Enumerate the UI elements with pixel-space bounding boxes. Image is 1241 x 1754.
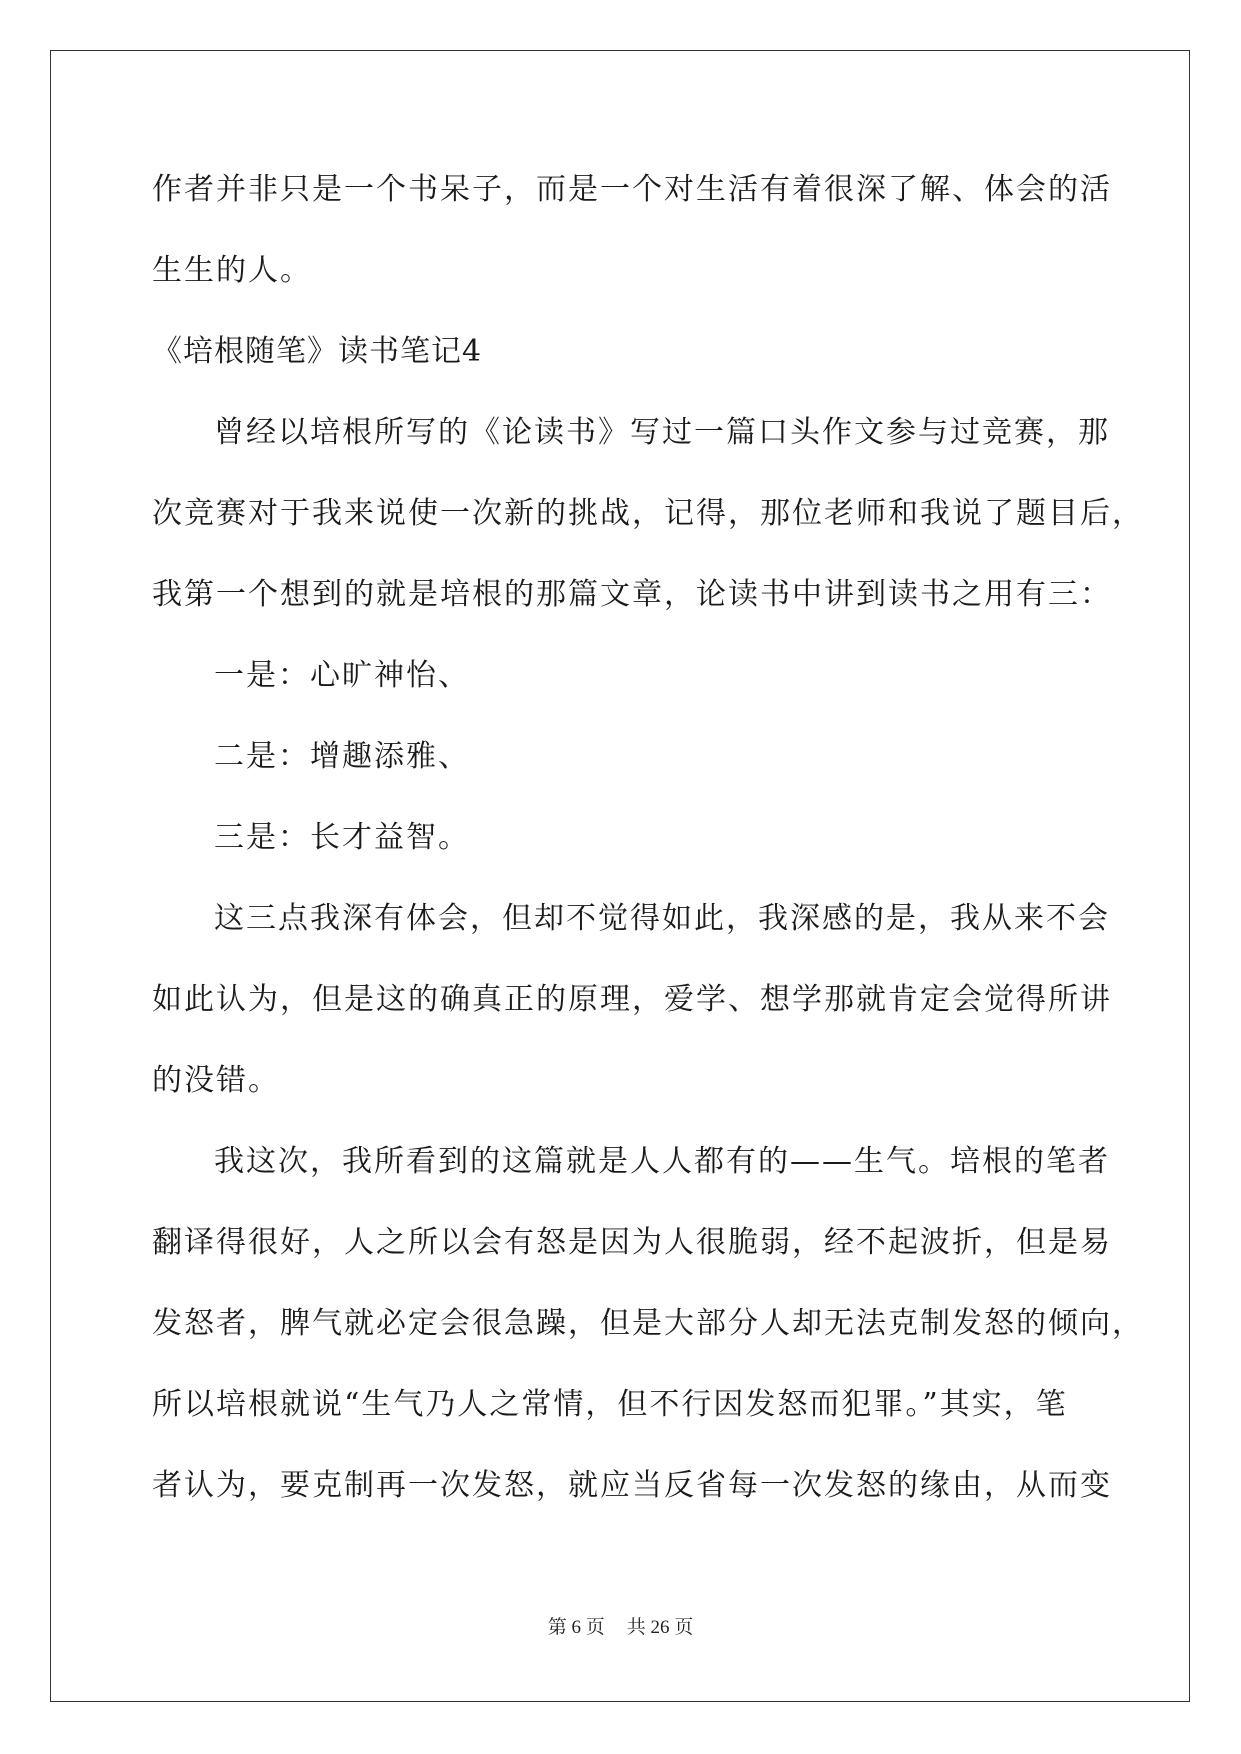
page-footer — [0, 1612, 1241, 1639]
body-text-line: 的没错。 — [152, 1063, 280, 1098]
paragraph-first-line: 曾经以培根所写的《论读书》写过一篇口头作文参与过竞赛，那 — [214, 415, 1110, 450]
body-text-line: 如此认为，但是这的确真正的原理，爱学、想学那就肯定会觉得所讲 — [152, 982, 1112, 1017]
body-text-line: 生生的人。 — [152, 253, 312, 288]
body-text-line: 翻译得很好，人之所以会有怒是因为人很脆弱，经不起波折，但是易 — [152, 1225, 1112, 1260]
list-item: 三是：长才益智。 — [214, 820, 470, 855]
body-text-line: 者认为，要克制再一次发怒，就应当反省每一次发怒的缘由，从而变 — [152, 1468, 1112, 1503]
body-text-line: 次竞赛对于我来说使一次新的挑战，记得，那位老师和我说了题目后， — [152, 496, 1144, 531]
page-total: 共 26 页 — [626, 1617, 694, 1638]
page-number: 第 6 页 — [547, 1617, 605, 1638]
section-heading: 《培根随笔》读书笔记4 — [152, 334, 483, 369]
body-text-line: 发怒者，脾气就必定会很急躁，但是大部分人却无法克制发怒的倾向， — [152, 1306, 1144, 1341]
body-text-line: 作者并非只是一个书呆子，而是一个对生活有着很深了解、体会的活 — [152, 172, 1112, 207]
body-text-line: 我第一个想到的就是培根的那篇文章，论读书中讲到读书之用有三： — [152, 577, 1112, 612]
page-border — [50, 50, 1190, 1702]
list-item: 二是：增趣添雅、 — [214, 739, 470, 774]
body-text-line: 所以培根就说“生气乃人之常情，但不行因发怒而犯罪。”其实，笔 — [152, 1387, 1068, 1422]
paragraph-first-line: 我这次，我所看到的这篇就是人人都有的——生气。培根的笔者 — [214, 1144, 1110, 1179]
paragraph-first-line: 这三点我深有体会，但却不觉得如此，我深感的是，我从来不会 — [214, 901, 1110, 936]
list-item: 一是：心旷神怡、 — [214, 658, 470, 693]
